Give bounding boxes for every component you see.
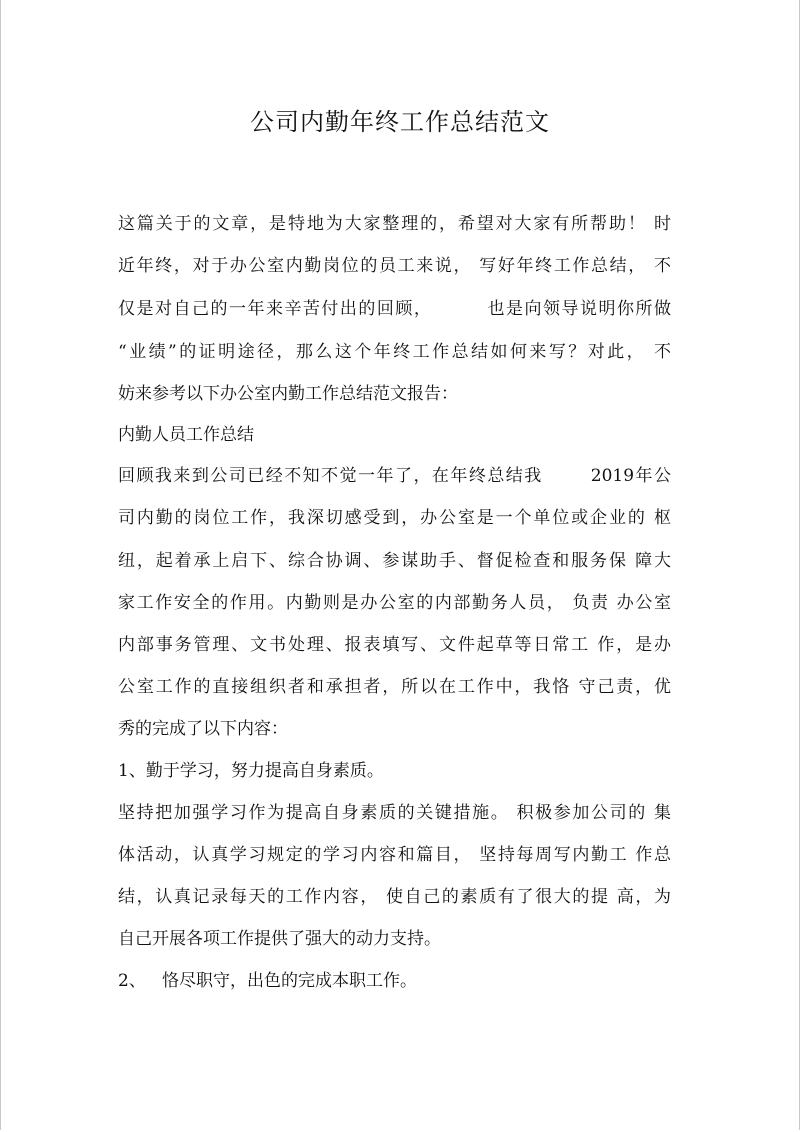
text-line: 结，认真记录每天的工作内容， 使自己的素质有了很大的提 高，为 [118,887,671,907]
text-line: 仅是对自己的一年来辛苦付出的回顾， 也是向领导说明你所做 [118,299,671,319]
text-line: “业绩”的证明途径，那么这个年终工作总结如何来写？对此， 不 [118,342,671,362]
text-line: 司内勤的岗位工作，我深切感受到，办公室是一个单位或企业的 枢 [118,508,671,528]
text-line: 秀的完成了以下内容： [118,719,288,739]
document-title: 公司内勤年终工作总结范文 [250,108,550,136]
section-heading: 内勤人员工作总结 [118,425,254,445]
text-line: 家工作安全的作用。内勤则是办公室的内部勤务人员， 负责 办公室 [118,593,671,613]
text-line: 回顾我来到公司已经不知不觉一年了，在年终总结我 2019年公 [118,466,671,486]
text-line: 妨来参考以下办公室内勤工作总结范文报告： [118,384,458,404]
text-line: 公室工作的直接组织者和承担者，所以在工作中，我恪 守己责，优 [118,677,671,697]
text-line: 内部事务管理、文书处理、报表填写、文件起草等日常工 作，是办 [118,635,671,655]
text-line: 体活动，认真学习规定的学习内容和篇目， 坚持每周写内勤工 作总 [118,845,671,865]
text-line: 坚持把加强学习作为提高自身素质的关键措施。 积极参加公司的 集 [118,803,671,823]
list-heading: 2、 恪尽职守，出色的完成本职工作。 [118,971,418,991]
list-heading: 1、勤于学习，努力提高自身素质。 [118,761,384,781]
text-line: 近年终，对于办公室内勤岗位的员工来说， 写好年终工作总结， 不 [118,256,671,276]
text-line: 这篇关于的文章，是特地为大家整理的，希望对大家有所帮助！ 时 [118,214,671,234]
text-line: 自己开展各项工作提供了强大的动力支持。 [118,929,441,949]
text-line: 纽，起着承上启下、综合协调、参谋助手、督促检查和服务保 障大 [118,551,671,571]
